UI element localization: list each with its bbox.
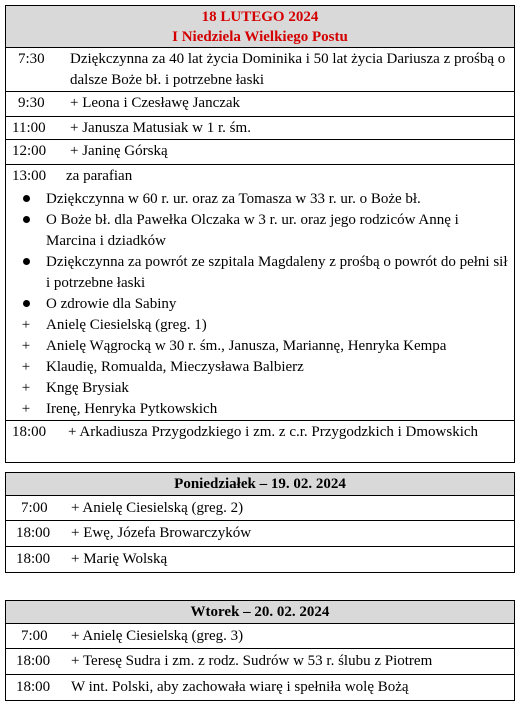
mass-intention: + Ewę, Józefa Browarczyków <box>71 525 252 541</box>
intention-text: O zdrowie dla Sabiny <box>46 296 177 312</box>
monday-header-row <box>6 473 515 496</box>
intention-text: Dziękczynna w 60 r. ur. oraz za Tomasza w 33 r. ur. o Boże bł. <box>46 191 421 207</box>
mass-cell <box>6 48 515 92</box>
mass-cell <box>6 547 515 573</box>
mass-cell <box>6 624 515 649</box>
mass-intention: + Anielę Ciesielską (greg. 2) <box>71 500 244 516</box>
mass-row <box>6 521 515 547</box>
mass-row <box>6 624 515 649</box>
tuesday-header: Wtorek – 20. 02. 2024 <box>6 601 515 624</box>
parish-mass-cell <box>6 165 515 421</box>
intention-text: O Boże bł. dla Pawełka Olczaka w 3 r. ur. oraz jego rodziców Annę i Marcina i dziadków <box>46 212 459 249</box>
mass-row <box>6 140 515 165</box>
intention-item <box>6 315 514 336</box>
mass-time: 18:00 <box>12 424 47 440</box>
intention-text: Dziękczynna za powrót ze szpitala Magdaleny z prośbą o powrót do pełni sił i potrzebne łaski <box>46 254 508 291</box>
bullet-icon <box>6 294 46 315</box>
sunday-header-row <box>6 6 515 48</box>
intention-text: Irenę, Henryka Pytkowskich <box>46 401 218 417</box>
intention-text: Klaudię, Romualda, Mieczysława Balbierz <box>46 359 304 375</box>
mass-row <box>6 496 515 521</box>
sunday-date: 18 LUTEGO 2024 <box>201 9 319 25</box>
tuesday-header-row <box>6 601 515 624</box>
intention-text: Anielę Ciesielską (greg. 1) <box>46 317 207 333</box>
mass-intention: + Anielę Ciesielską (greg. 3) <box>71 628 244 644</box>
mass-time: 18:00 <box>16 679 51 695</box>
mass-cell <box>6 496 515 521</box>
mass-time: 13:00 <box>12 168 47 184</box>
plus-mark: + <box>21 380 31 396</box>
mass-row <box>6 649 515 675</box>
bullet-icon <box>6 252 46 294</box>
plus-mark: + <box>21 317 31 333</box>
intention-text: Anielę Wągrocką w 30 r. śm., Janusza, Mariannę, Henryka Kempa <box>46 338 447 354</box>
mass-cell <box>6 521 515 547</box>
mass-intention: Dziękczynna za 40 lat życia Dominika i 50 lat życia Dariusza z prośbą o dalsze Boże bł. i potrzebne łaski <box>70 51 506 88</box>
mass-cell <box>6 649 515 675</box>
intention-item <box>6 294 514 315</box>
intention-item <box>6 336 514 357</box>
mass-cell <box>6 117 515 140</box>
mass-time: 7:00 <box>21 628 48 644</box>
mass-intention: + Arkadiusza Przygodzkiego i zm. z c.r. Przygodzkich i Dmowskich <box>68 424 479 440</box>
sunday-name: I Niedziela Wielkiego Postu <box>172 29 348 45</box>
mass-time: 18:00 <box>16 551 51 567</box>
intention-item <box>6 399 514 420</box>
mass-intention: + Marię Wolską <box>71 551 168 567</box>
intention-item <box>6 252 514 294</box>
mass-cell <box>6 92 515 117</box>
mass-intention: + Leona i Czesławę Janczak <box>70 95 241 111</box>
mass-time: 9:30 <box>18 95 45 111</box>
intention-list <box>6 189 514 420</box>
mass-time: 18:00 <box>16 525 51 541</box>
mass-row <box>6 547 515 573</box>
mass-cell <box>6 140 515 165</box>
bullet-icon <box>6 210 46 252</box>
mass-intention: + Janusza Matusiak w 1 r. śm. <box>70 120 251 136</box>
monday-header: Poniedziałek – 19. 02. 2024 <box>6 473 515 496</box>
mass-intention: + Janinę Górską <box>70 143 168 159</box>
plus-mark: + <box>21 359 31 375</box>
tuesday-schedule <box>5 600 515 701</box>
mass-row <box>6 48 515 92</box>
sunday-header <box>6 6 515 48</box>
bullet-icon <box>6 189 46 210</box>
monday-schedule <box>5 472 515 573</box>
mass-cell <box>6 421 515 463</box>
mass-row <box>6 421 515 463</box>
mass-row <box>6 92 515 117</box>
intention-item <box>6 210 514 252</box>
parish-label: za parafian <box>66 168 133 184</box>
mass-time: 7:00 <box>21 500 48 516</box>
mass-intention: W int. Polski, aby zachowała wiarę i spełniła wolę Bożą <box>71 679 409 695</box>
mass-time: 12:00 <box>12 143 47 159</box>
plus-mark: + <box>21 338 31 354</box>
mass-cell <box>6 675 515 701</box>
mass-time: 7:30 <box>18 51 45 67</box>
intention-item <box>6 378 514 399</box>
mass-row <box>6 117 515 140</box>
intention-item <box>6 357 514 378</box>
intention-text: Kngę Brysiak <box>46 380 129 396</box>
mass-time: 11:00 <box>12 120 46 136</box>
sunday-schedule <box>5 5 515 463</box>
mass-time: 18:00 <box>16 653 51 669</box>
intention-item <box>6 189 514 210</box>
plus-mark: + <box>21 401 31 417</box>
parish-mass-row <box>6 165 515 421</box>
mass-intention: + Teresę Sudra i zm. z rodz. Sudrów w 53 r. ślubu z Piotrem <box>71 653 433 669</box>
mass-row <box>6 675 515 701</box>
